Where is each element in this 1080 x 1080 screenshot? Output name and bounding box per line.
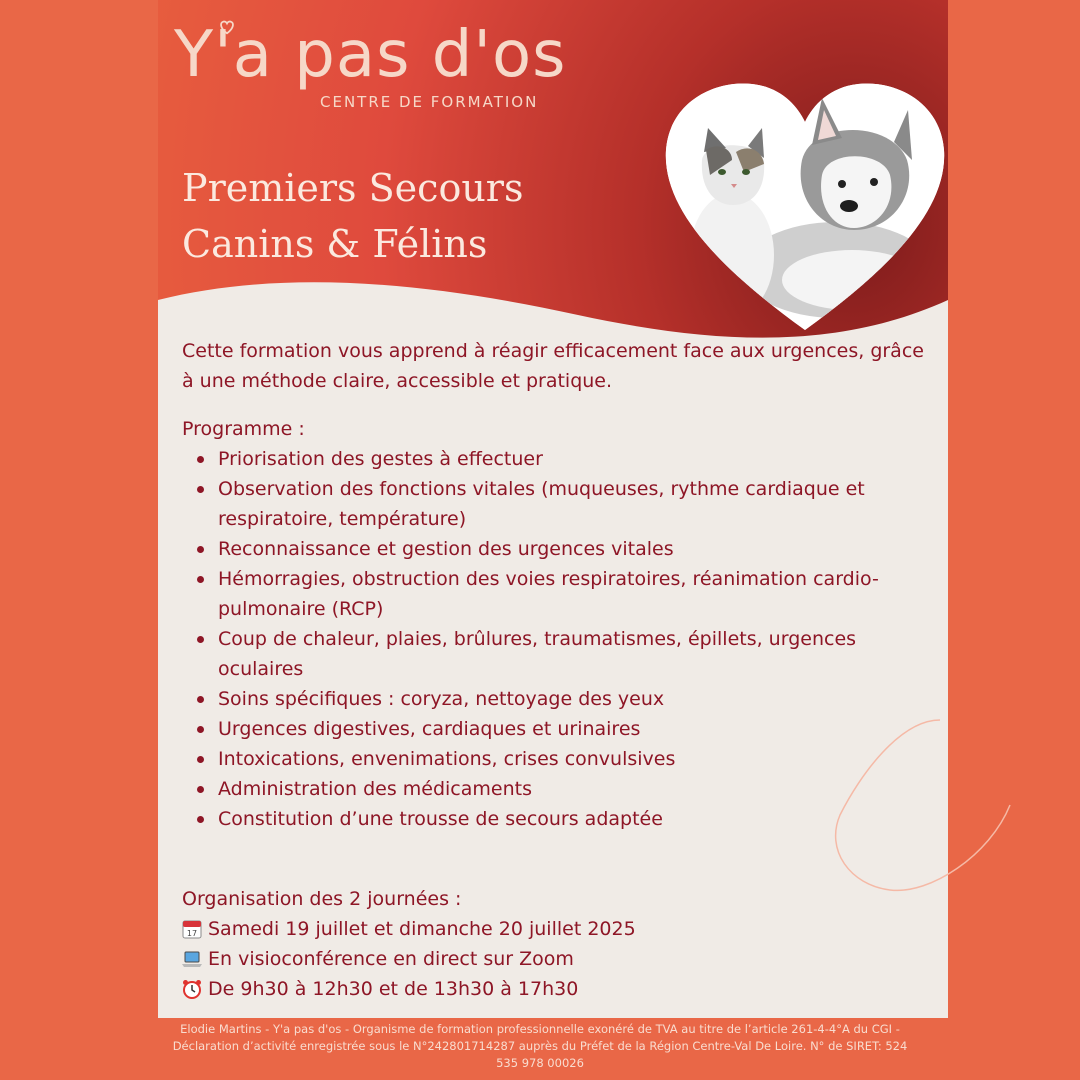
calendar-icon bbox=[181, 918, 203, 940]
list-item: Hémorragies, obstruction des voies respiratoires, réanimation cardio-pulmonaire (RCP) bbox=[218, 564, 932, 624]
location-text: En visioconférence en direct sur Zoom bbox=[208, 948, 574, 970]
footer-line-3: 535 978 00026 bbox=[496, 1056, 584, 1070]
brand-subtitle: CENTRE DE FORMATION bbox=[320, 93, 539, 111]
logo-heart-icon bbox=[218, 18, 236, 36]
laptop-icon bbox=[181, 948, 203, 970]
list-item: Observation des fonctions vitales (muqueuses, rythme cardiaque et respiratoire, température) bbox=[218, 474, 932, 534]
list-item: Urgences digestives, cardiaques et urinaires bbox=[218, 714, 932, 744]
location-line bbox=[182, 944, 932, 974]
list-item: Reconnaissance et gestion des urgences vitales bbox=[218, 534, 932, 564]
list-item: Administration des médicaments bbox=[218, 774, 932, 804]
decorative-ring bbox=[830, 715, 1030, 915]
hours-text: De 9h30 à 12h30 et de 13h30 à 17h30 bbox=[208, 978, 579, 1000]
footer-line-1: Elodie Martins - Y'a pas d'os - Organisme de formation professionnelle exonéré de TVA au titre de l’article 261-4-4°A du CGI - bbox=[180, 1022, 900, 1036]
dates-line bbox=[182, 914, 932, 944]
list-item: Constitution d’une trousse de secours adaptée bbox=[218, 804, 932, 834]
page-title bbox=[182, 160, 523, 272]
program-list bbox=[182, 444, 932, 834]
dates-text: Samedi 19 juillet et dimanche 20 juillet 2025 bbox=[208, 918, 636, 940]
footer-line-2: Déclaration d’activité enregistrée sous le N°242801714287 auprès du Préfet de la Région Centre-Val De Loire. N° de SIRET: 524 bbox=[172, 1039, 908, 1053]
hours-line bbox=[182, 974, 932, 1004]
svg-text:17: 17 bbox=[186, 929, 198, 938]
alarm-clock-icon bbox=[181, 978, 203, 1000]
list-item: Priorisation des gestes à effectuer bbox=[218, 444, 932, 474]
program-title: Programme : bbox=[182, 418, 305, 440]
organisation-section bbox=[182, 884, 932, 1004]
intro-text: Cette formation vous apprend à réagir efficacement face aux urgences, grâce à une méthode claire, accessible et pratique. bbox=[182, 340, 924, 392]
title-line-1: Premiers Secours bbox=[182, 166, 524, 210]
title-line-2: Canins & Félins bbox=[182, 222, 488, 266]
program-content bbox=[182, 336, 932, 834]
list-item: Intoxications, envenimations, crises convulsives bbox=[218, 744, 932, 774]
list-item: Soins spécifiques : coryza, nettoyage des yeux bbox=[218, 684, 932, 714]
legal-footer bbox=[158, 1021, 922, 1072]
pets-heart-image bbox=[662, 80, 948, 334]
list-item: Coup de chaleur, plaies, brûlures, traumatismes, épillets, urgences oculaires bbox=[218, 624, 932, 684]
organisation-title: Organisation des 2 journées : bbox=[182, 888, 462, 910]
brand-logo: Y'a pas d'os bbox=[174, 18, 567, 92]
